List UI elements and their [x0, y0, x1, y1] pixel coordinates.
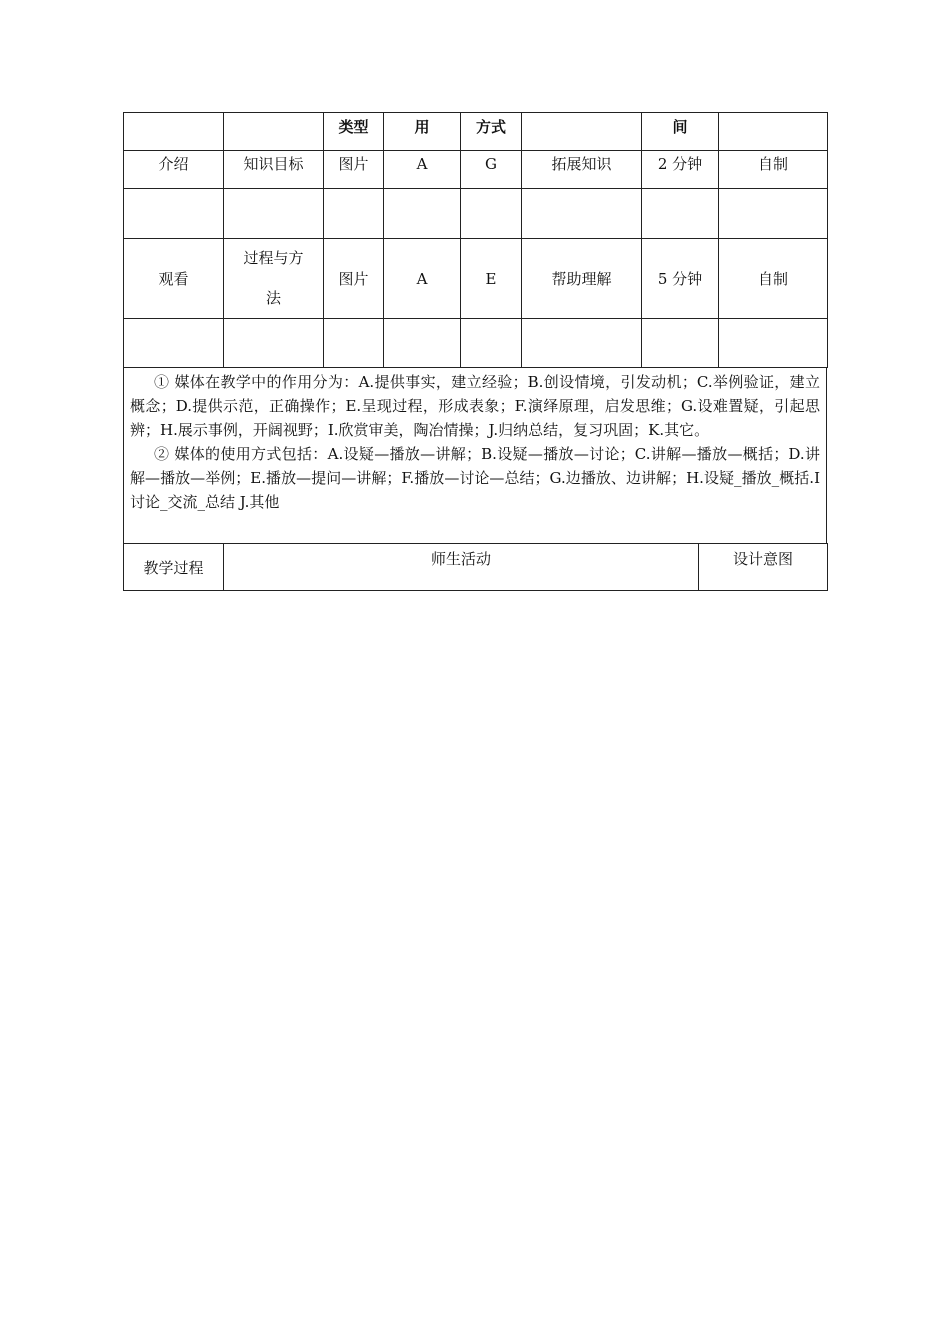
table-cell: 知识目标 [224, 151, 324, 189]
table-cell: G [461, 151, 522, 189]
table-cell: E [461, 239, 522, 319]
table-cell [224, 319, 324, 368]
teaching-process-table [123, 543, 828, 591]
table-cell: 帮助理解 [522, 239, 642, 319]
table-cell: 拓展知识 [522, 151, 642, 189]
table-cell [719, 189, 828, 239]
table-cell: 2 分钟 [642, 151, 719, 189]
table-cell: 图片 [324, 151, 384, 189]
header-cell-use: 用 [384, 113, 461, 151]
table-cell [124, 189, 224, 239]
table-cell-multiline [224, 239, 324, 319]
table-row [124, 189, 828, 239]
table-cell [522, 189, 642, 239]
table-cell: 自制 [719, 239, 828, 319]
table-cell: 图片 [324, 239, 384, 319]
table-cell: A [384, 239, 461, 319]
header-cell-method: 方式 [461, 113, 522, 151]
table-cell [384, 189, 461, 239]
table-cell [719, 319, 828, 368]
table-cell [461, 319, 522, 368]
table-cell [384, 319, 461, 368]
teaching-process-label: 教学过程 [124, 544, 224, 591]
multiline-text: 过程与方 法 [243, 249, 304, 307]
table-row [124, 319, 828, 368]
table-cell [642, 189, 719, 239]
table-cell [324, 189, 384, 239]
table-cell [124, 319, 224, 368]
teacher-student-activity-label: 师生活动 [224, 544, 699, 591]
table-cell [224, 189, 324, 239]
media-function-note: ① 媒体在教学中的作用分为：A.提供事实，建立经验；B.创设情境，引发动机；C.举例验证，建立概念；D.提供示范，正确操作；E.呈现过程，形成表象；F.演绎原理，启发思维；G.设难置疑，引起思辨；H.展示事例，开阔视野；I.欣赏审美，陶冶情操；J.归纳总结，复习巩固；K.其它。 [130, 373, 820, 439]
header-cell-8 [719, 113, 828, 151]
table-header-row [124, 113, 828, 151]
table-cell: 5 分钟 [642, 239, 719, 319]
table-cell [522, 319, 642, 368]
header-cell-1 [124, 113, 224, 151]
media-notes-box [123, 367, 827, 544]
media-usage-note: ② 媒体的使用方式包括：A.设疑—播放—讲解；B.设疑—播放—讨论；C.讲解—播放—概括；D.讲解—播放—举例；E.播放—提问—讲解；F.播放—讨论—总结；G.边播放、边讲解；H.设疑_播放_概括.I 讨论_交流_总结 J.其他 [130, 445, 820, 511]
table-cell: 自制 [719, 151, 828, 189]
process-header-row [124, 544, 828, 591]
table-row [124, 151, 828, 189]
header-cell-time: 间 [642, 113, 719, 151]
header-cell-2 [224, 113, 324, 151]
media-table [123, 112, 828, 368]
table-cell [461, 189, 522, 239]
table-cell: A [384, 151, 461, 189]
table-cell: 观看 [124, 239, 224, 319]
table-cell: 介绍 [124, 151, 224, 189]
design-intent-label: 设计意图 [699, 544, 828, 591]
header-cell-6 [522, 113, 642, 151]
header-cell-type: 类型 [324, 113, 384, 151]
table-cell [324, 319, 384, 368]
table-cell [642, 319, 719, 368]
table-row [124, 239, 828, 319]
